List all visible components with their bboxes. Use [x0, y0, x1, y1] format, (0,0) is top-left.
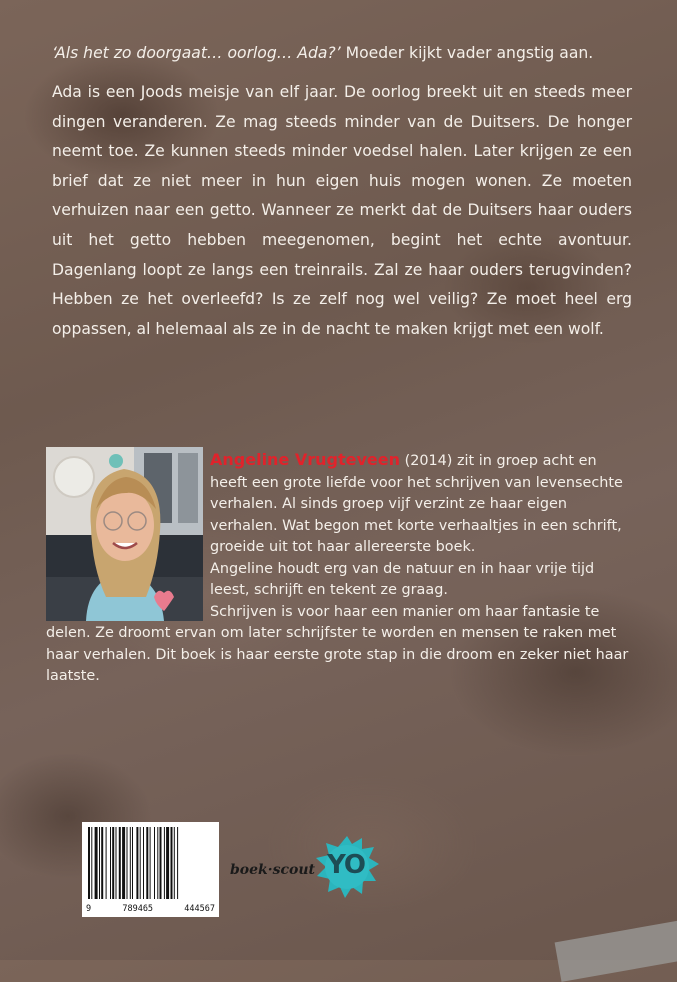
barcode-bar	[140, 827, 141, 899]
barcode-bar	[157, 827, 158, 899]
barcode-bar	[122, 827, 125, 899]
bio-paragraph-3: Schrijven is voor haar een manier om haar fantasie te delen. Ze droomt ervan om later schrijfster te worden en mensen te raken met haar verhalen. Dit boek is haar eerste grote stap in die droom en zeker niet haar laatste.	[46, 603, 629, 684]
barcode-bar	[95, 827, 98, 899]
author-name: Angeline Vrugteveen	[210, 450, 400, 469]
bio-intro: (2014) zit in groep acht en heeft een grote liefde voor het schrijven van levensechte verhalen. Al sinds groep vijf verzint ze haar eigen verhalen. Wat begon met korte verhaaltjes in een schrift, groeide uit tot haar allereerste boek.	[210, 453, 623, 555]
quote-italic: ‘Als het zo doorgaat… oorlog… Ada?’	[52, 44, 341, 62]
publisher-name: boek·scout	[230, 862, 315, 878]
barcode-bar	[143, 827, 144, 899]
opening-quote	[52, 42, 642, 64]
barcode-digit-group: 789465	[122, 904, 154, 914]
barcode-bar	[91, 827, 92, 899]
barcode-bar	[177, 827, 178, 899]
quote-plain: Moeder kijkt vader angstig aan.	[340, 44, 594, 62]
author-bio	[46, 449, 630, 688]
barcode-bar	[150, 827, 151, 899]
barcode-bars	[88, 827, 213, 899]
barcode-bar	[136, 827, 138, 899]
bio-paragraph-2: Angeline houdt erg van de natuur en in haar vrije tijd leest, schrijft en tekent ze graag.	[210, 560, 595, 598]
publisher-logo	[230, 832, 380, 902]
barcode-bar	[106, 827, 107, 899]
isbn-barcode	[82, 822, 219, 917]
barcode-bar	[146, 827, 148, 899]
barcode-bar	[132, 827, 133, 899]
barcode-bar	[160, 827, 162, 899]
barcode-bar	[171, 827, 173, 899]
barcode-digit-group: 444567	[184, 904, 215, 914]
barcode-bar	[88, 827, 90, 899]
book-blurb: Ada is een Joods meisje van elf jaar. De oorlog breekt uit en steeds meer dingen veranderen. Ze mag steeds minder van de Duitsers. De honger neemt toe. Ze kunnen steeds minder voedsel halen. Later krijgen ze een brief dat ze niet meer in hun eigen huis mogen wonen. Ze moeten verhuizen naar een getto. Wanneer ze merkt dat de Duitsers haar ouders uit het getto hebben meegenomen, begint het echte avontuur. Dagenlang loopt ze langs een treinrails. Zal ze haar ouders terugvinden? Hebben ze het overleefd? Is ze zelf nog wel veilig? Ze moet heel erg oppassen, al helemaal als ze in de nacht te maken krijgt met een wolf.	[52, 83, 632, 338]
barcode-bar	[101, 827, 103, 899]
photo-spacer	[46, 449, 210, 623]
barcode-bar	[116, 827, 117, 899]
barcode-bar	[127, 827, 128, 899]
barcode-bar	[164, 827, 165, 899]
barcode-bar	[110, 827, 111, 899]
page-corner	[555, 918, 677, 982]
barcode-bar	[119, 827, 121, 899]
barcode-bar	[112, 827, 114, 899]
publisher-imprint: YO	[327, 850, 366, 880]
barcode-bar	[174, 827, 175, 899]
barcode-bar	[154, 827, 155, 899]
barcode-digit-group: 9	[86, 904, 92, 914]
barcode-bar	[99, 827, 100, 899]
barcode-bar	[166, 827, 169, 899]
barcode-bar	[130, 827, 131, 899]
barcode-digits	[86, 904, 215, 914]
